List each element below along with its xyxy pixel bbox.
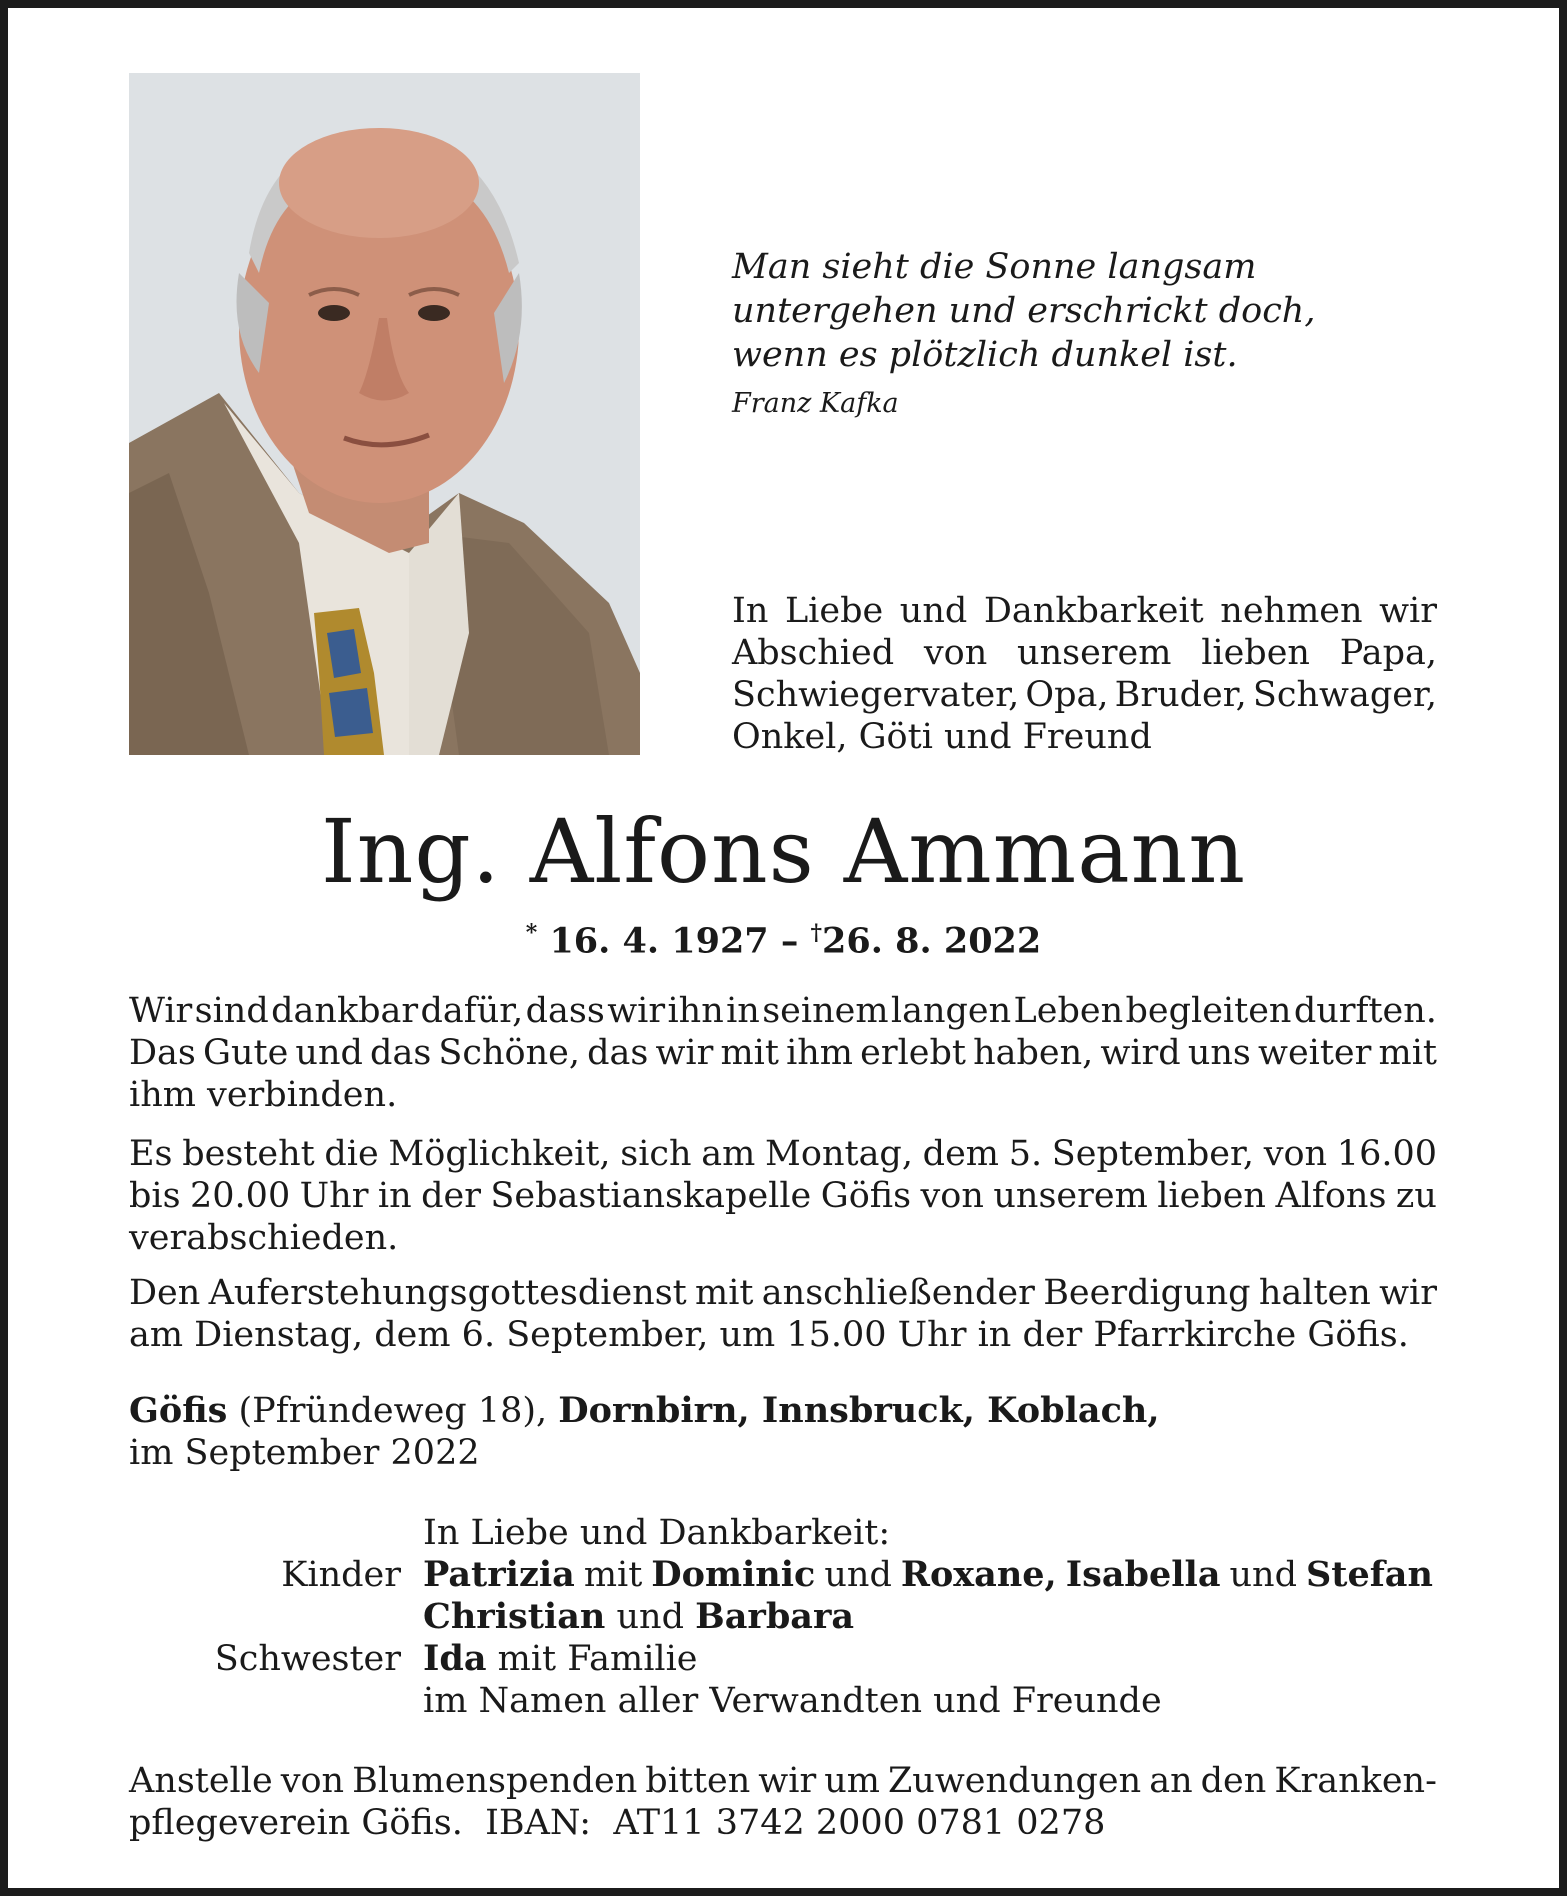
word: Es xyxy=(129,1134,173,1174)
word: ihn xyxy=(667,991,724,1031)
word: pflegeverein Göfis. IBAN: AT11 3742 2000 0781 0278 xyxy=(129,1803,1106,1843)
word: die xyxy=(324,1134,379,1174)
word: Abschied xyxy=(732,633,895,673)
word: das xyxy=(587,1033,649,1073)
birth-mark: * xyxy=(525,920,538,946)
text-line xyxy=(129,1217,1437,1259)
sister-line xyxy=(423,1638,1439,1680)
word: Onkel, Göti und Freund xyxy=(732,717,1152,757)
word: verabschieden. xyxy=(129,1218,399,1258)
word: in xyxy=(726,991,760,1031)
word: Opa, xyxy=(1025,675,1109,715)
word: am xyxy=(701,1134,756,1174)
birth-date: 16. 4. 1927 xyxy=(549,920,769,962)
word: dass xyxy=(525,991,605,1031)
intro-line xyxy=(732,674,1437,716)
word: von xyxy=(280,1761,345,1801)
word: an xyxy=(1149,1761,1193,1801)
portrait-photo xyxy=(129,73,640,755)
paragraph-funeral xyxy=(129,1272,1437,1356)
word: besteht xyxy=(182,1134,315,1174)
sister-label: Schwester xyxy=(214,1639,401,1679)
intro-line xyxy=(732,632,1437,674)
quote-line: Man sieht die Sonne langsam xyxy=(732,247,1257,287)
word: dem xyxy=(922,1134,999,1174)
word: wird xyxy=(1100,1033,1181,1073)
text-line xyxy=(129,1272,1437,1314)
word: unserem xyxy=(1017,633,1172,673)
word: seinem xyxy=(762,991,889,1031)
word: wir xyxy=(1379,1273,1437,1313)
word: von xyxy=(1263,1134,1328,1174)
paragraph-gratitude xyxy=(129,990,1437,1116)
children-line xyxy=(423,1596,1439,1638)
word: dankbar xyxy=(271,991,419,1031)
children-line xyxy=(423,1554,1439,1596)
word: das xyxy=(370,1033,432,1073)
word: Dankbarkeit xyxy=(983,591,1204,631)
life-dates xyxy=(0,920,1567,962)
place-address: (Pfründeweg 18), xyxy=(238,1391,548,1431)
word: Leben xyxy=(1013,991,1124,1031)
word: um xyxy=(824,1761,880,1801)
signature-closing: im Namen aller Verwandten und Freunde xyxy=(423,1681,1162,1721)
word: Alfons xyxy=(1275,1176,1387,1216)
word: durften. xyxy=(1293,991,1437,1031)
word: In xyxy=(732,591,769,631)
place-others: Dornbirn, Innsbruck, Koblach, xyxy=(558,1390,1160,1431)
word: wir xyxy=(607,991,666,1031)
death-date: 26. 8. 2022 xyxy=(822,920,1042,962)
word: den xyxy=(1200,1761,1267,1801)
word: wir xyxy=(655,1033,714,1073)
word: mit xyxy=(583,1555,643,1595)
quote-line: untergehen und erschrickt doch, xyxy=(732,291,1316,331)
deceased-name: Ing. Alfons Ammann xyxy=(320,800,1247,903)
word: Gute xyxy=(203,1033,289,1073)
word: langen xyxy=(890,991,1012,1031)
child-name: Barbara xyxy=(695,1596,855,1637)
word: 16.00 xyxy=(1336,1134,1437,1174)
word: und xyxy=(295,1033,363,1073)
word: wir xyxy=(1379,591,1437,631)
word: mit xyxy=(1378,1033,1437,1073)
text-line xyxy=(129,990,1437,1032)
word: Liebe xyxy=(784,591,884,631)
word: der xyxy=(421,1176,481,1216)
word: Kranken- xyxy=(1274,1761,1437,1801)
text-line xyxy=(129,1032,1437,1074)
word: von xyxy=(923,633,988,673)
word: uns xyxy=(1187,1033,1251,1073)
quote-line: wenn es plötzlich dunkel ist. xyxy=(732,335,1238,375)
word: Schwiegervater, xyxy=(732,675,1020,715)
word: und xyxy=(899,591,968,631)
child-name: Isabella xyxy=(1065,1554,1221,1595)
word: Beerdigung xyxy=(1043,1273,1251,1313)
word: in xyxy=(377,1176,412,1216)
date-separator: – xyxy=(780,920,799,962)
word: mit Familie xyxy=(497,1639,698,1679)
word: Schöne, xyxy=(438,1033,580,1073)
word: lieben xyxy=(1201,633,1310,673)
word: 20.00 xyxy=(190,1176,291,1216)
place-town: Göfis xyxy=(129,1390,228,1431)
word: begleiten xyxy=(1125,991,1292,1031)
word: weiter xyxy=(1258,1033,1372,1073)
signatures xyxy=(129,1512,1439,1722)
word: Uhr xyxy=(299,1176,369,1216)
text-line xyxy=(129,1802,1437,1844)
word: Blumenspenden xyxy=(352,1761,638,1801)
place-date: im September 2022 xyxy=(129,1433,480,1473)
word: und xyxy=(824,1555,892,1595)
word: Anstelle xyxy=(129,1761,273,1801)
word: bitten xyxy=(645,1761,751,1801)
word: haben, xyxy=(973,1033,1094,1073)
word: wir xyxy=(758,1761,817,1801)
text-line xyxy=(129,1133,1437,1175)
word: Auferstehungsgottesdienst xyxy=(208,1273,687,1313)
child-name: Christian xyxy=(423,1596,606,1637)
word: Papa, xyxy=(1339,633,1437,673)
word: nehmen xyxy=(1220,591,1363,631)
portrait-illustration xyxy=(129,73,640,755)
child-name: Roxane, xyxy=(900,1554,1057,1595)
word: erlebt xyxy=(860,1033,966,1073)
word: und xyxy=(1229,1555,1298,1595)
word: sich xyxy=(620,1134,692,1174)
word: bis xyxy=(129,1176,181,1216)
word: Montag, xyxy=(765,1134,913,1174)
word: Wir xyxy=(129,991,193,1031)
word: Schwager, xyxy=(1252,675,1437,715)
word: am Dienstag, dem 6. September, um 15.00 Uhr in der Pfarrkirche Göfis. xyxy=(129,1315,1409,1355)
word: Bruder, xyxy=(1114,675,1247,715)
word: Göfis xyxy=(820,1176,912,1216)
child-name: Patrizia xyxy=(423,1554,575,1595)
word: halten xyxy=(1258,1273,1371,1313)
text-line xyxy=(129,1314,1437,1356)
word: und xyxy=(616,1597,684,1637)
word: mit xyxy=(695,1273,754,1313)
kafka-quote xyxy=(732,245,1432,377)
word: dafür, xyxy=(420,991,524,1031)
donation-request xyxy=(129,1760,1437,1844)
word: ihm xyxy=(786,1033,853,1073)
signature-heading: In Liebe und Dankbarkeit: xyxy=(423,1513,891,1553)
sister-name: Ida xyxy=(423,1638,487,1679)
intro-text xyxy=(732,590,1437,758)
word: Möglichkeit, xyxy=(388,1134,611,1174)
paragraph-viewing xyxy=(129,1133,1437,1259)
word: September, xyxy=(1051,1134,1254,1174)
intro-line xyxy=(732,716,1437,758)
place-and-date xyxy=(129,1390,1160,1474)
child-name: Stefan xyxy=(1306,1554,1433,1595)
word: zu xyxy=(1395,1176,1437,1216)
word: Sebastianskapelle xyxy=(490,1176,812,1216)
text-line xyxy=(129,1175,1437,1217)
word: Den xyxy=(129,1273,201,1313)
word: lieben xyxy=(1157,1176,1266,1216)
children-label: Kinder xyxy=(281,1555,401,1595)
word: von xyxy=(920,1176,984,1216)
word: ihm verbinden. xyxy=(129,1075,398,1115)
word: sind xyxy=(194,991,269,1031)
intro-line xyxy=(732,590,1437,632)
death-mark: † xyxy=(810,920,823,946)
word: 5. xyxy=(1008,1134,1043,1174)
text-line xyxy=(129,1074,1437,1116)
child-name: Dominic xyxy=(651,1554,816,1595)
word: mit xyxy=(720,1033,779,1073)
word: Zuwendungen xyxy=(887,1761,1142,1801)
word: anschließender xyxy=(761,1273,1035,1313)
word: unserem xyxy=(993,1176,1148,1216)
quote-author: Franz Kafka xyxy=(732,388,899,419)
word: Das xyxy=(129,1033,196,1073)
text-line xyxy=(129,1760,1437,1802)
